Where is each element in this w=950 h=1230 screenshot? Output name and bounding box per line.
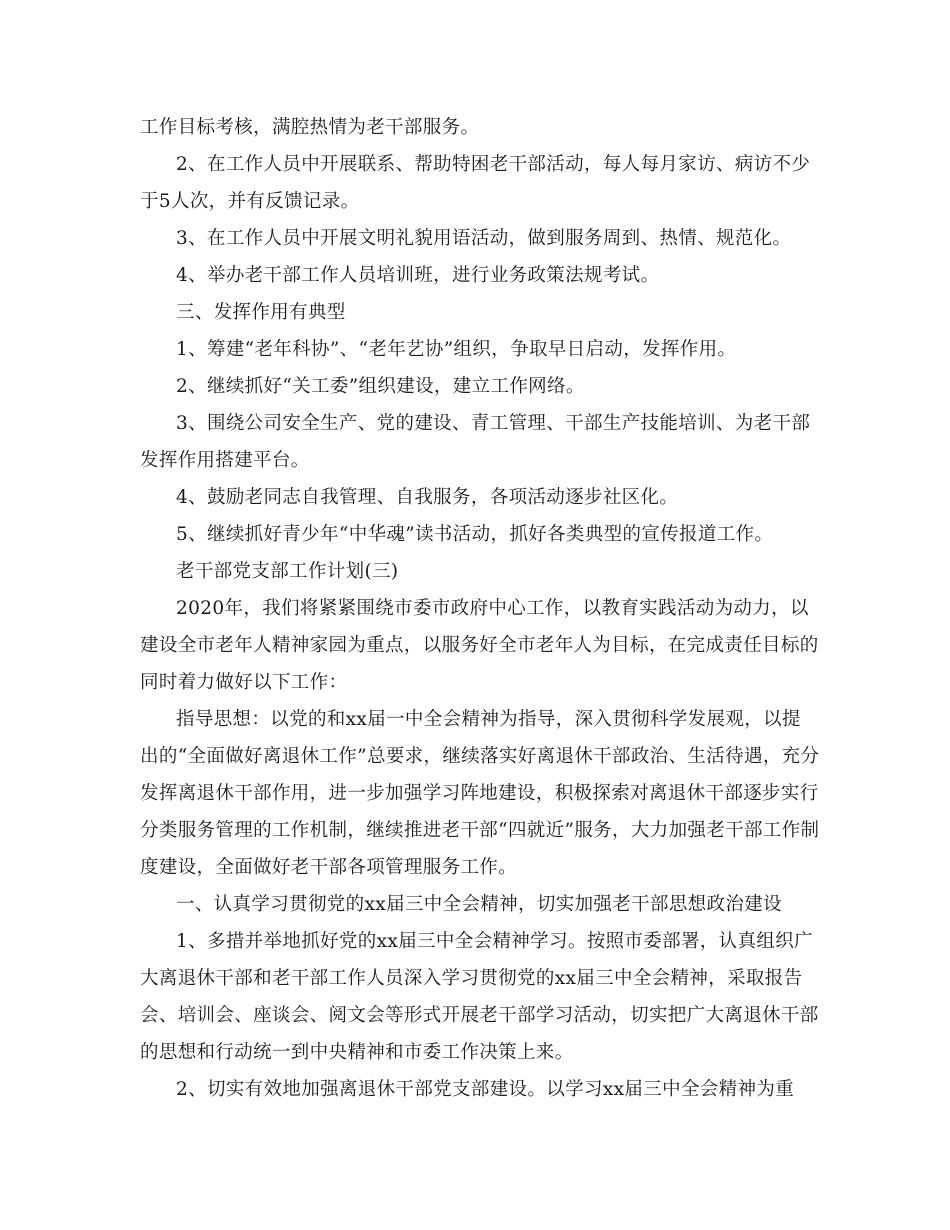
text-line: 发挥作用搭建平台。 xyxy=(140,450,310,471)
text-line: 度建设，全面做好老干部各项管理服务工作。 xyxy=(140,857,518,878)
text-line: 1、筹建“老年科协”、“老年艺协”组织，争取早日启动，发挥作用。 xyxy=(176,339,737,360)
text-line: 1、多措并举地抓好党的xx届三中全会精神学习。按照市委部署，认真组织广 xyxy=(176,931,813,952)
text-line: 4、举办老干部工作人员培训班，进行业务政策法规考试。 xyxy=(176,265,660,286)
section-heading: 三、发挥作用有典型 xyxy=(176,302,346,323)
text-line: 2020年，我们将紧紧围绕市委市政府中心工作，以教育实践活动为动力，以 xyxy=(176,598,809,619)
text-line: 于5人次，并有反馈记录。 xyxy=(140,191,360,212)
text-line: 工作目标考核，满腔热情为老干部服务。 xyxy=(140,117,480,138)
text-line: 3、围绕公司安全生产、党的建设、青工管理、干部生产技能培训、为老干部 xyxy=(176,413,811,434)
text-line: 大离退休干部和老干部工作人员深入学习贯彻党的xx届三中全会精神，采取报告 xyxy=(140,968,803,989)
text-line: 5、继续抓好青少年“中华魂”读书活动，抓好各类典型的宣传报道工作。 xyxy=(176,524,774,545)
section-heading: 一、认真学习贯彻党的xx届三中全会精神，切实加强老干部思想政治建设 xyxy=(176,894,782,915)
text-line: 出的“全面做好离退休工作”总要求，继续落实好离退休干部政治、生活待遇，充分 xyxy=(140,746,820,767)
text-line: 会、培训会、座谈会、阅文会等形式开展老干部学习活动，切实把广大离退休干部 xyxy=(140,1005,819,1026)
text-line: 3、在工作人员中开展文明礼貌用语活动，做到服务周到、热情、规范化。 xyxy=(176,228,792,249)
text-line: 2、切实有效地加强离退休干部党支部建设。以学习xx届三中全会精神为重 xyxy=(176,1079,795,1100)
text-line: 指导思想：以党的和xx届一中全会精神为指导，深入贯彻科学发展观，以提 xyxy=(176,709,801,730)
text-line: 建设全市老年人精神家园为重点，以服务好全市老年人为目标，在完成责任目标的 xyxy=(140,635,819,656)
text-line: 的思想和行动统一到中央精神和市委工作决策上来。 xyxy=(140,1042,574,1063)
text-line: 2、继续抓好“关工委”组织建设，建立工作网络。 xyxy=(176,376,585,397)
text-line: 发挥离退休干部作用，进一步加强学习阵地建设，积极探索对离退休干部逐步实行 xyxy=(140,783,819,804)
text-line: 分类服务管理的工作机制，继续推进老干部“四就近”服务，大力加强老干部工作制 xyxy=(140,820,820,841)
text-line: 4、鼓励老同志自我管理、自我服务，各项活动逐步社区化。 xyxy=(176,487,679,508)
text-line: 2、在工作人员中开展联系、帮助特困老干部活动，每人每月家访、病访不少 xyxy=(176,154,811,175)
section-title: 老干部党支部工作计划(三) xyxy=(176,561,399,582)
text-line: 同时着力做好以下工作： xyxy=(140,672,348,693)
